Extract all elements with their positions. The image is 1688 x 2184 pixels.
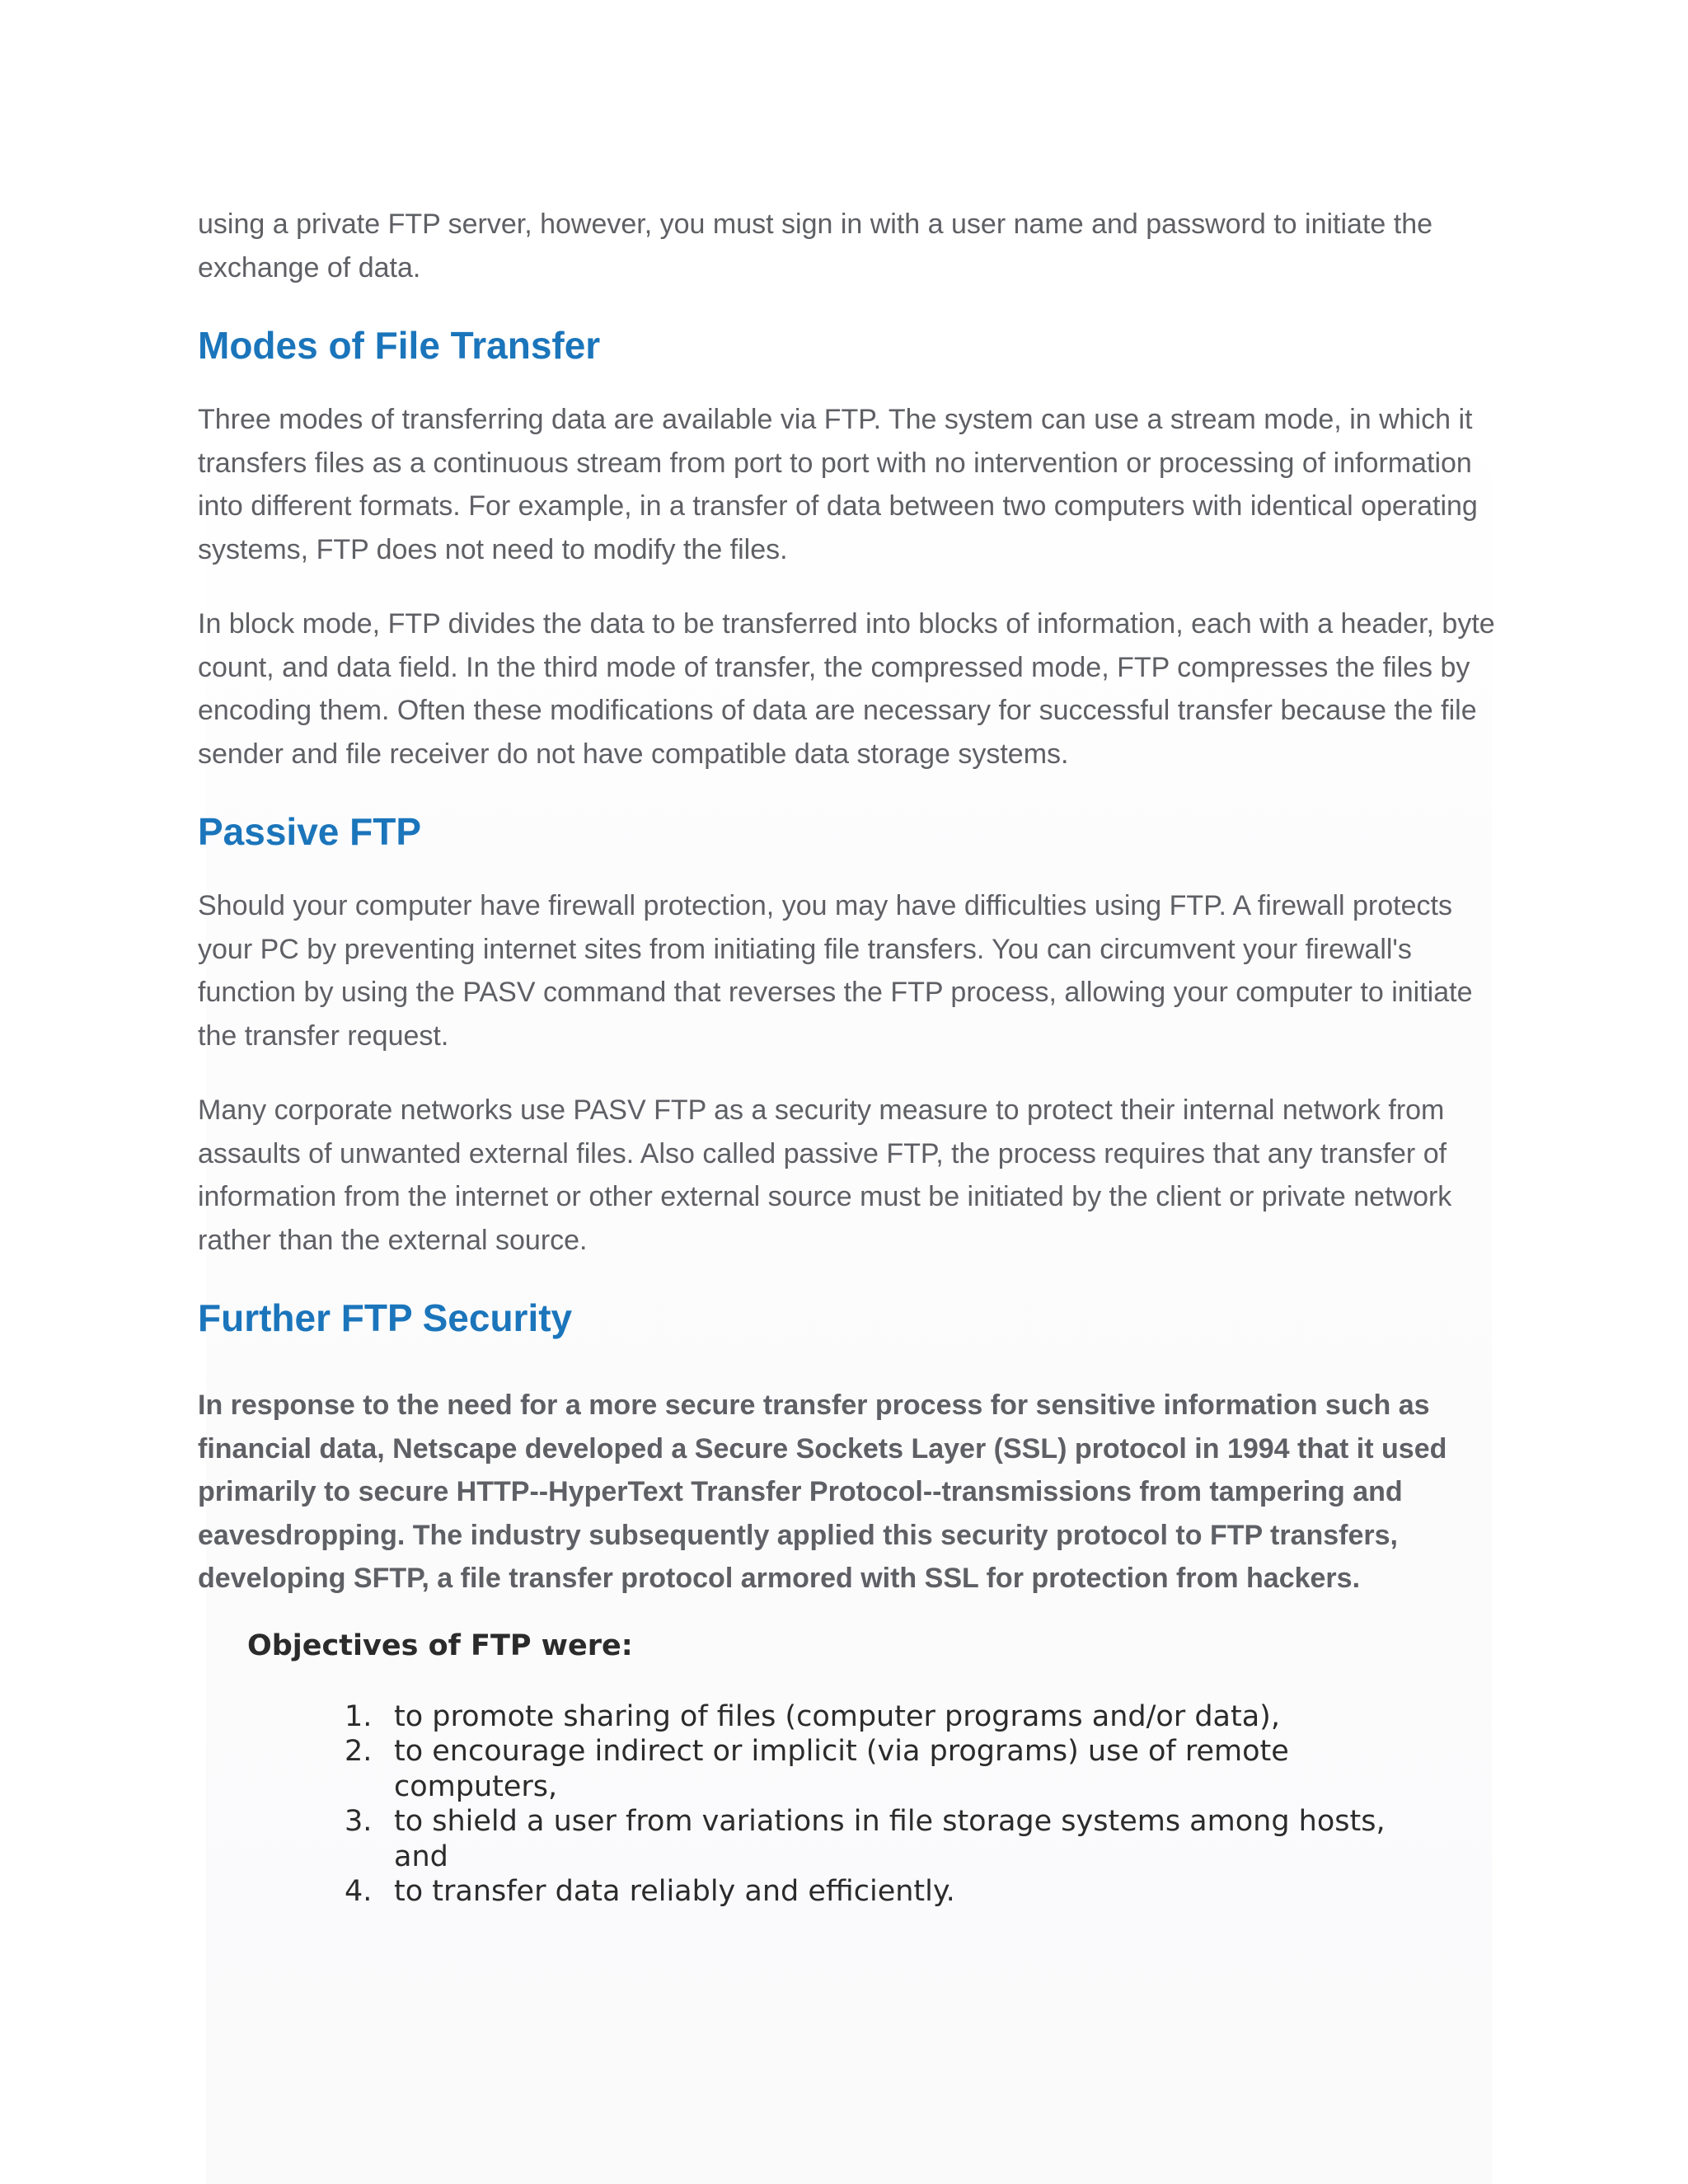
security-paragraph: In response to the need for a more secure transfer process for sensitive information such as financial data, Netscape developed a Secure Sockets Layer (SSL) protocol in 1994 that it used primarily to secure HTTP--HyperText Transfer Protocol--transmissions from tampering and eavesdropping. The industry subsequently applied this security protocol to FTP transfers, developing SFTP, a file transfer protocol armored with SSL for protection from hackers.: [198, 1390, 1447, 1594]
list-item-text: to promote sharing of files (computer programs and/or data),: [394, 1699, 1280, 1733]
modes-paragraph-1: Three modes of transferring data are available via FTP. The system can use a stream mode, in which it transfers files as a continuous stream from port to port with no intervention or processing of information into different formats. For example, in a transfer of data between two computers with identical operating systems, FTP does not need to modify the files.: [198, 404, 1478, 565]
list-item: [345, 1874, 1416, 1910]
list-item-number: 3.: [345, 1805, 373, 1838]
objectives-title: Objectives of FTP were:: [247, 1629, 633, 1662]
modes-paragraph-2: In block mode, FTP divides the data to be transferred into blocks of information, each with a header, byte count, and data field. In the third mode of transfer, the compressed mode, FTP compresses the files by encoding them. Often these modifications of data are necessary for successful transfer because the file sender and file receiver do not have compatible data storage systems.: [198, 608, 1495, 770]
passive-paragraph-1: Should your computer have firewall protection, you may have difficulties using FTP. A firewall protects your PC by preventing internet sites from initiating file transfers. You can circumvent your firewall's function by using the PASV command that reverses the FTP process, allowing your computer to initiate the transfer request.: [198, 890, 1473, 1052]
list-item: [345, 1699, 1416, 1735]
list-item: [345, 1734, 1416, 1804]
passive-paragraph-2: Many corporate networks use PASV FTP as a security measure to protect their internal network from assaults of unwanted external files. Also called passive FTP, the process requires that any transfer of information from the internet or other external source must be initiated by the client or private network rather than the external source.: [198, 1094, 1452, 1256]
section-heading-security: Further FTP Security: [198, 1296, 573, 1339]
list-item-text: to shield a user from variations in file storage systems among hosts, and: [394, 1805, 1386, 1873]
article-body: [198, 203, 1500, 1910]
list-item-text: to encourage indirect or implicit (via programs) use of remote computers,: [394, 1735, 1289, 1803]
list-item-number: 2.: [345, 1735, 373, 1768]
list-item-number: 1.: [345, 1699, 373, 1733]
section-heading-modes: Modes of File Transfer: [198, 324, 601, 367]
list-item-text: to transfer data reliably and efficiently.: [394, 1875, 955, 1908]
intro-paragraph: using a private FTP server, however, you must sign in with a user name and password to initiate the exchange of data.: [198, 209, 1433, 284]
objectives-list: [198, 1699, 1416, 1910]
list-item: [345, 1804, 1416, 1874]
section-heading-passive: Passive FTP: [198, 810, 422, 853]
objectives-block: [198, 1625, 1500, 1910]
list-item-number: 4.: [345, 1875, 373, 1908]
